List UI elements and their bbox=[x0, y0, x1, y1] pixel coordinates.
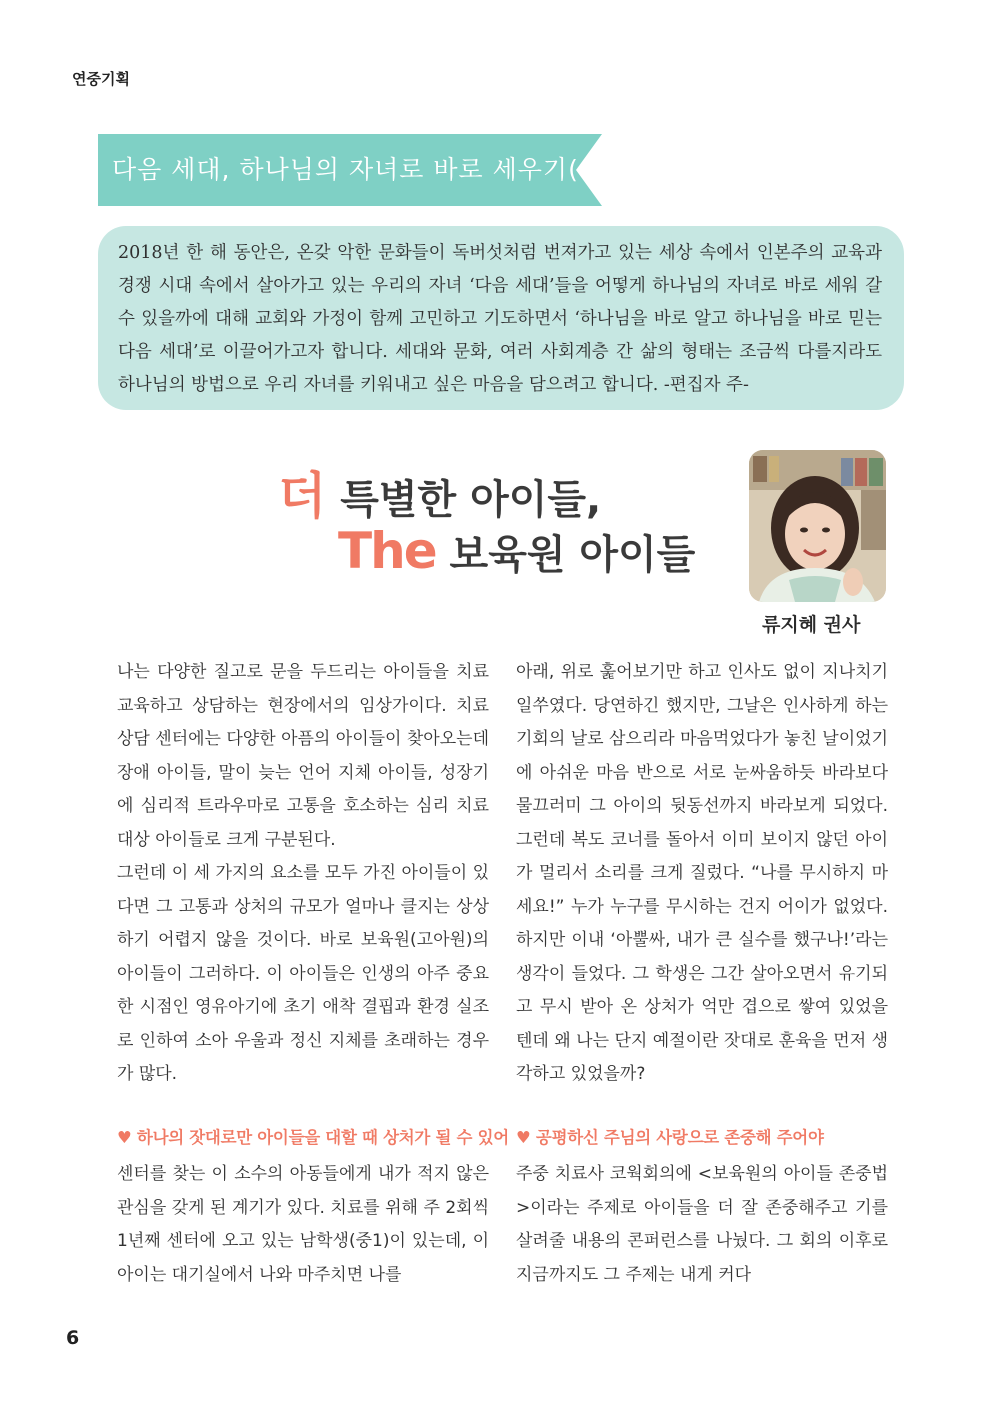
left-column bbox=[117, 656, 489, 1092]
title-rest-1: 특별한 아이들, bbox=[326, 477, 602, 523]
editor-note-text: 2018년 한 해 동안은, 온갖 악한 문화들이 독버섯처럼 번져가고 있는 세상 속에서 인본주의 교육과 경쟁 시대 속에서 살아가고 있는 우리의 자녀 ‘다음 세대’들을 어떻게 하나님의 자녀로 바로 세워 갈 수 있을까에 대해 교회와 가정이 함께 고민하고 기도하면서 ‘하나님을 바로 알고 하나님을 바로 믿는 다음 세대’로 이끌어가고자 합니다. 세대와 문화, 여러 사회계층 간 삶의 형태는 조금씩 다를지라도 하나님의 방법으로 우리 자녀를 키워내고 싶은 마음을 담으려고 합니다. -편집자 주- bbox=[118, 243, 882, 395]
right-subheading: ♥ 공평하신 주님의 사랑으로 존중해 주어야 bbox=[516, 1128, 824, 1147]
left-subheading: ♥ 하나의 잣대로만 아이들을 대할 때 상처가 될 수 있어 bbox=[117, 1128, 509, 1147]
right-paragraph: 주중 치료사 코웍회의에 <보육원의 아이들 존중법>이라는 주제로 아이들을 더 잘 존중해주고 기를 살려줄 내용의 콘퍼런스를 나눴다. 그 회의 이후로 지금까지도 그 주제는 내게 커다 bbox=[516, 1164, 888, 1285]
right-column bbox=[516, 656, 888, 1092]
banner-title: 다음 세대, 하나님의 자녀로 바로 세우기(4) bbox=[112, 155, 607, 184]
title-accent-1: 더 bbox=[278, 467, 327, 525]
article-title-line-1 bbox=[278, 456, 601, 528]
right-paragraph: 아래, 위로 훑어보기만 하고 인사도 없이 지나치기 일쑤였다. 당연하긴 했지만, 그날은 인사하게 하는 기회의 날로 삼으리라 마음먹었다가 놓친 날이었기에 아쉬운 마음 반으로 서로 눈싸움하듯 바라보다 물끄러미 그 아이의 뒷동선까지 바라보게 되었다. 그런데 복도 코너를 돌아서 이미 보이지 않던 아이가 멀리서 소리를 크게 질렀다. “나를 무시하지 마세요!” 누가 누구를 무시하는 건지 어이가 없었다. 하지만 이내 ‘아뿔싸, 내가 큰 실수를 했구나!’라는 생각이 들었다. 그 학생은 그간 살아오면서 유기되고 무시 받아 온 상처가 억만 겹으로 쌓여 있었을 텐데 왜 나는 단지 예절이란 잣대로 훈육을 먼저 생각하고 있었을까? bbox=[516, 662, 888, 1084]
left-paragraph: 센터를 찾는 이 소수의 아동들에게 내가 적지 않은 관심을 갖게 된 계기가 있다. 치료를 위해 주 2회씩 1년째 센터에 오고 있는 남학생(중1)이 있는데, 이 아이는 대기실에서 나와 마주치면 나를 bbox=[117, 1164, 489, 1285]
left-paragraph: 나는 다양한 질고로 문을 두드리는 아이들을 치료 교육하고 상담하는 현장에서의 임상가이다. 치료 상담 센터에는 다양한 아픔의 아이들이 찾아오는데 장애 아이들, 말이 늦는 언어 지체 아이들, 성장기에 심리적 트라우마로 고통을 호소하는 심리 치료 대상 아이들로 크게 구분된다. bbox=[117, 662, 489, 850]
editor-note-box bbox=[98, 226, 904, 410]
right-column-continued bbox=[516, 1158, 888, 1292]
series-banner bbox=[98, 134, 607, 206]
title-rest-2: 보육원 아이들 bbox=[435, 532, 696, 578]
author-name: 류지혜 권사 bbox=[762, 614, 861, 636]
author-portrait-image bbox=[749, 450, 886, 602]
page-number: 6 bbox=[66, 1327, 80, 1349]
section-label: 연중기획 bbox=[72, 70, 130, 88]
left-column-continued bbox=[117, 1158, 489, 1292]
article-title-line-2 bbox=[338, 522, 695, 580]
left-paragraph: 그런데 이 세 가지의 요소를 모두 가진 아이들이 있다면 그 고통과 상처의 규모가 얼마나 클지는 상상하기 어렵지 않을 것이다. 바로 보육원(고아원)의 아이들이 그러하다. 이 아이들은 인생의 아주 중요한 시점인 영유아기에 초기 애착 결핍과 환경 실조로 인하여 소아 우울과 정신 지체를 초래하는 경우가 많다. bbox=[117, 863, 489, 1084]
title-accent-2: The bbox=[338, 522, 436, 580]
author-photo bbox=[749, 450, 886, 602]
